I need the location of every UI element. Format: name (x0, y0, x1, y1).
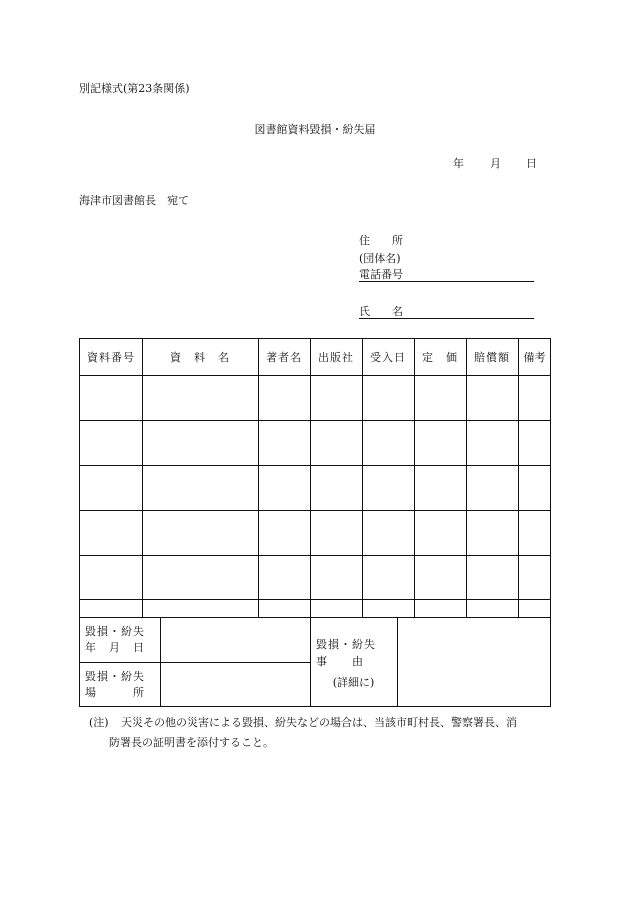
date-day-label: 日 (526, 157, 537, 170)
header-accession-date: 受入日 (370, 351, 406, 364)
damage-place-field[interactable] (161, 663, 309, 706)
row-divider (80, 555, 550, 556)
damage-date-field[interactable] (161, 617, 309, 661)
form-reference: 別記様式(第23条関係) (79, 82, 190, 95)
header-compensation: 賠償額 (474, 351, 510, 364)
damage-reason-field[interactable] (398, 617, 550, 706)
column-divider (310, 617, 311, 706)
column-divider (310, 339, 311, 617)
materials-table (79, 338, 551, 618)
damage-reason-label: 毀損・紛失 事 由 (316, 638, 376, 668)
header-list-price: 定 価 (422, 351, 458, 364)
column-divider (362, 339, 363, 617)
note-line-1: 天災その他の災害による毀損、紛失などの場合は、当該市町村長、警察署長、消 (121, 716, 517, 729)
damage-date-label: 毀損・紛失 年 月 日 (85, 625, 145, 654)
column-divider (518, 339, 519, 617)
column-divider (258, 339, 259, 617)
header-author: 著者名 (266, 351, 302, 364)
row-divider (80, 420, 550, 421)
group-name-label: (団体名) (359, 252, 401, 265)
phone-label: 電話番号 (359, 268, 403, 281)
note-line-2: 防署長の証明書を添付すること。 (109, 736, 274, 749)
name-field[interactable] (359, 303, 534, 319)
address-label: 住 所 (359, 234, 403, 247)
date-month-label: 月 (490, 157, 501, 170)
column-divider (414, 339, 415, 617)
phone-field[interactable] (359, 266, 534, 282)
column-divider (466, 339, 467, 617)
row-divider (80, 510, 550, 511)
date-year-label: 年 (453, 157, 464, 170)
note-prefix: (注) (89, 716, 109, 729)
header-material-name: 資 料 名 (170, 351, 230, 364)
name-label: 氏 名 (359, 305, 403, 318)
row-divider (80, 599, 550, 600)
damage-reason-sublabel: (詳細に) (332, 676, 375, 689)
header-publisher: 出版社 (318, 351, 354, 364)
header-remarks: 備考 (523, 351, 546, 364)
row-divider (80, 465, 550, 466)
header-material-number: 資料番号 (87, 351, 135, 364)
addressee: 海津市図書館長 宛て (79, 194, 189, 207)
row-divider (80, 375, 550, 376)
damage-place-label: 毀損・紛失 場 所 (85, 670, 145, 699)
damage-details-section (79, 617, 551, 707)
form-title: 図書館資料毀損・紛失届 (254, 123, 376, 136)
column-divider (142, 339, 143, 617)
